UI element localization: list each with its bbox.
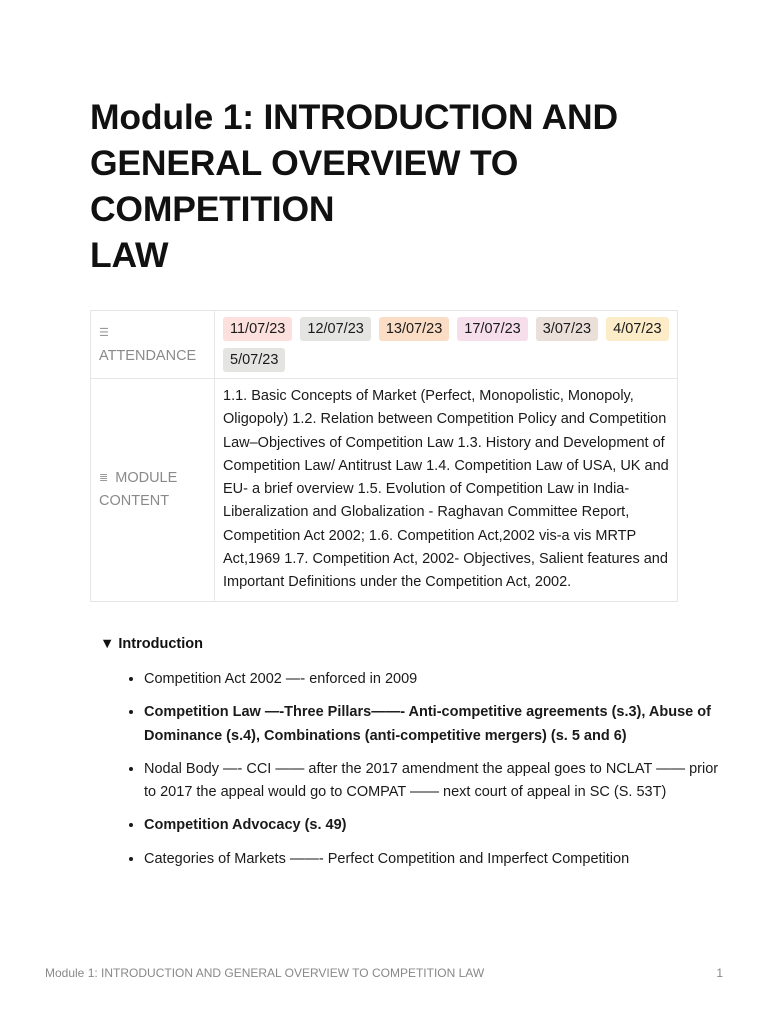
title-line: LAW bbox=[90, 235, 169, 275]
title-line: Module 1: INTRODUCTION AND bbox=[90, 97, 618, 137]
list-item: • Competition Law —-Three Pillars——- Anti-competitive agreements (s.3), Abuse of Dominance (s.4), Combinations (anti-competitive mergers) (s. 5 and 6) bbox=[144, 701, 724, 748]
list-icon: ☰ bbox=[99, 326, 109, 339]
module-content-text: 1.1. Basic Concepts of Market (Perfect, Monopolistic, Monopoly, Oligopoly) 1.2. Relation between Competition Policy and Competition Law–Objectives of Competition Law 1.3. History and Development of Competition Law/ Antitrust Law 1.4. Competition Law of USA, UK and EU- a brief overview 1.5. Evolution of Competition Law in India- Liberalization and Globalization - Raghavan Committee Report, Competition Act 2002; 1.6. Competition Act,2002 vis-a vis MRTP Act,1969 1.7. Competition Act, 2002- Objectives, Salient features and Important Definitions under the Competition Act, 2002. bbox=[223, 388, 669, 591]
attendance-row bbox=[91, 311, 678, 379]
attendance-tag[interactable]: 11/07/23 bbox=[223, 317, 292, 341]
attendance-tag[interactable]: 3/07/23 bbox=[536, 317, 598, 341]
title-line: GENERAL OVERVIEW TO bbox=[90, 143, 519, 183]
introduction-toggle[interactable] bbox=[100, 636, 203, 652]
list-item: • Competition Act 2002 —- enforced in 2009 bbox=[144, 668, 724, 691]
module-content-value bbox=[215, 379, 678, 602]
attendance-tag[interactable]: 12/07/23 bbox=[300, 317, 370, 341]
properties-table bbox=[90, 310, 678, 602]
introduction-list bbox=[100, 668, 724, 881]
attendance-tag[interactable]: 13/07/23 bbox=[379, 317, 449, 341]
attendance-tag[interactable]: 17/07/23 bbox=[457, 317, 527, 341]
footer-title: Module 1: INTRODUCTION AND GENERAL OVERVIEW TO COMPETITION LAW bbox=[45, 966, 485, 980]
page-title bbox=[90, 94, 690, 278]
attendance-label: ATTENDANCE bbox=[99, 347, 197, 364]
attendance-tags bbox=[223, 317, 669, 372]
attendance-tag[interactable]: 4/07/23 bbox=[606, 317, 668, 341]
title-line: COMPETITION bbox=[90, 189, 335, 229]
list-item: • Nodal Body —- CCI —— after the 2017 amendment the appeal goes to NCLAT —— prior to 2017 the appeal would go to COMPAT —— next court of appeal in SC (S. 53T) bbox=[144, 758, 724, 805]
text-lines-icon: ≣ bbox=[99, 471, 109, 484]
module-content-row bbox=[91, 379, 678, 602]
attendance-tag[interactable]: 5/07/23 bbox=[223, 348, 285, 372]
list-item: • Competition Advocacy (s. 49) bbox=[144, 814, 724, 837]
attendance-key bbox=[91, 311, 215, 379]
module-content-label: MODULE bbox=[115, 469, 178, 486]
module-content-label-2: CONTENT bbox=[99, 492, 170, 509]
module-content-key bbox=[91, 379, 215, 602]
attendance-value bbox=[215, 311, 678, 379]
toggle-heading: Introduction bbox=[118, 636, 203, 652]
page-number: 1 bbox=[716, 966, 723, 980]
list-item: • Categories of Markets ——- Perfect Competition and Imperfect Competition bbox=[144, 848, 724, 871]
toggle-arrow-icon[interactable]: ▼ bbox=[100, 636, 115, 652]
